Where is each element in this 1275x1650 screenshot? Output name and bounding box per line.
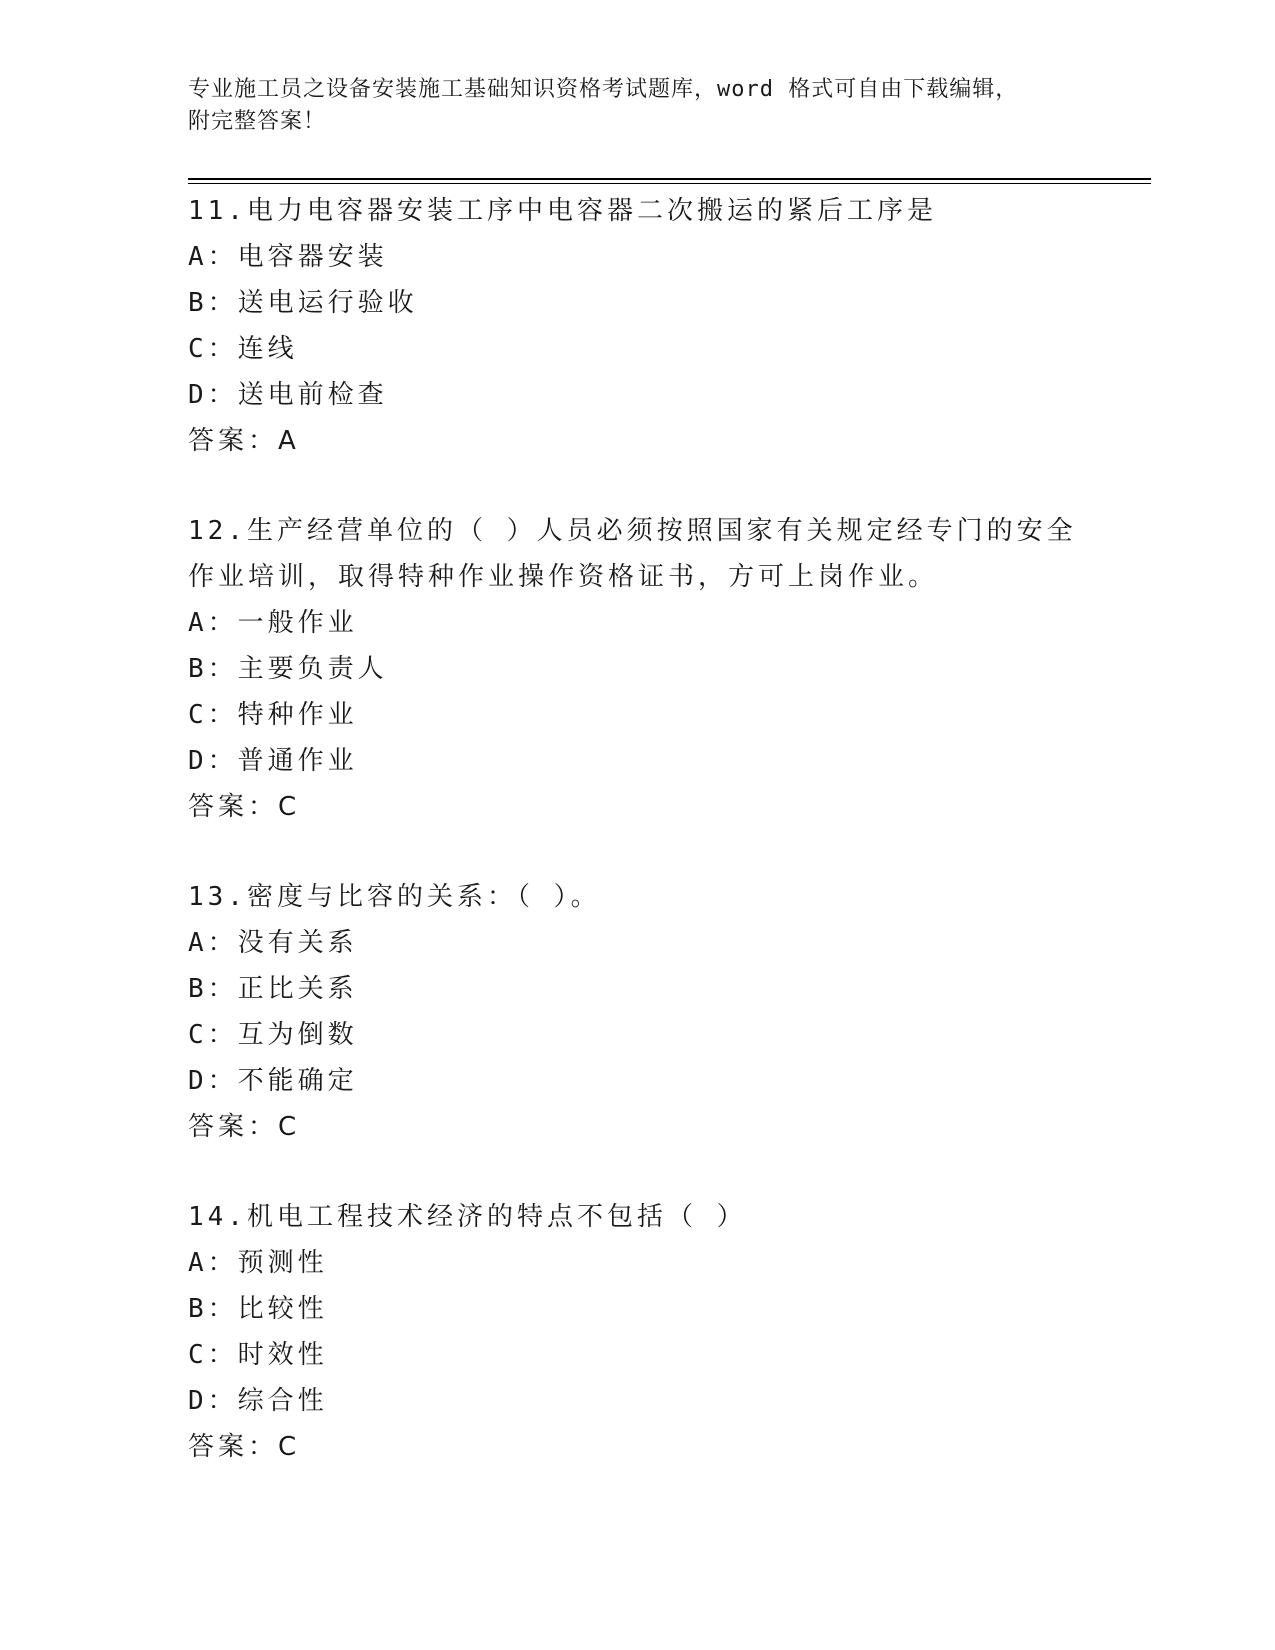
page-header — [188, 74, 1068, 138]
question-list — [188, 188, 1088, 1514]
option-d: D：普通作业 — [188, 746, 358, 776]
question-text: 12.生产经营单位的（ ）人员必须按照国家有关规定经专门的安全作业培训，取得特种作业操作资格证书，方可上岗作业。 — [188, 516, 1077, 592]
header-line-2: 附完整答案！ — [188, 109, 327, 134]
option-a: A：一般作业 — [188, 608, 358, 638]
option-c: C：连线 — [188, 334, 298, 364]
option-b: B：送电运行验收 — [188, 288, 418, 318]
question-text: 13.密度与比容的关系：（ ）。 — [188, 882, 601, 912]
answer: 答案：C — [188, 1432, 301, 1462]
option-c: C：特种作业 — [188, 700, 358, 730]
option-b: B：主要负责人 — [188, 654, 388, 684]
option-b: B：比较性 — [188, 1294, 328, 1324]
option-b: B：正比关系 — [188, 974, 358, 1004]
question-13 — [188, 874, 1088, 1150]
answer: 答案：C — [188, 792, 301, 822]
question-12 — [188, 508, 1088, 830]
answer: 答案：C — [188, 1112, 301, 1142]
option-c: C：时效性 — [188, 1340, 328, 1370]
option-d: D：送电前检查 — [188, 380, 388, 410]
option-c: C：互为倒数 — [188, 1020, 358, 1050]
option-a: A：没有关系 — [188, 928, 358, 958]
header-line-1: 专业施工员之设备安装施工基础知识资格考试题库，word 格式可自由下载编辑， — [188, 77, 1019, 102]
answer: 答案：A — [188, 426, 300, 456]
question-text: 14.机电工程技术经济的特点不包括（ ） — [188, 1202, 747, 1232]
header-rule-thick — [188, 178, 1151, 180]
option-d: D：综合性 — [188, 1386, 328, 1416]
question-14 — [188, 1194, 1088, 1470]
question-11 — [188, 188, 1088, 464]
header-rule-thin — [188, 183, 1151, 184]
option-d: D：不能确定 — [188, 1066, 358, 1096]
option-a: A：预测性 — [188, 1248, 328, 1278]
question-text: 11.电力电容器安装工序中电容器二次搬运的紧后工序是 — [188, 196, 937, 226]
option-a: A：电容器安装 — [188, 242, 388, 272]
